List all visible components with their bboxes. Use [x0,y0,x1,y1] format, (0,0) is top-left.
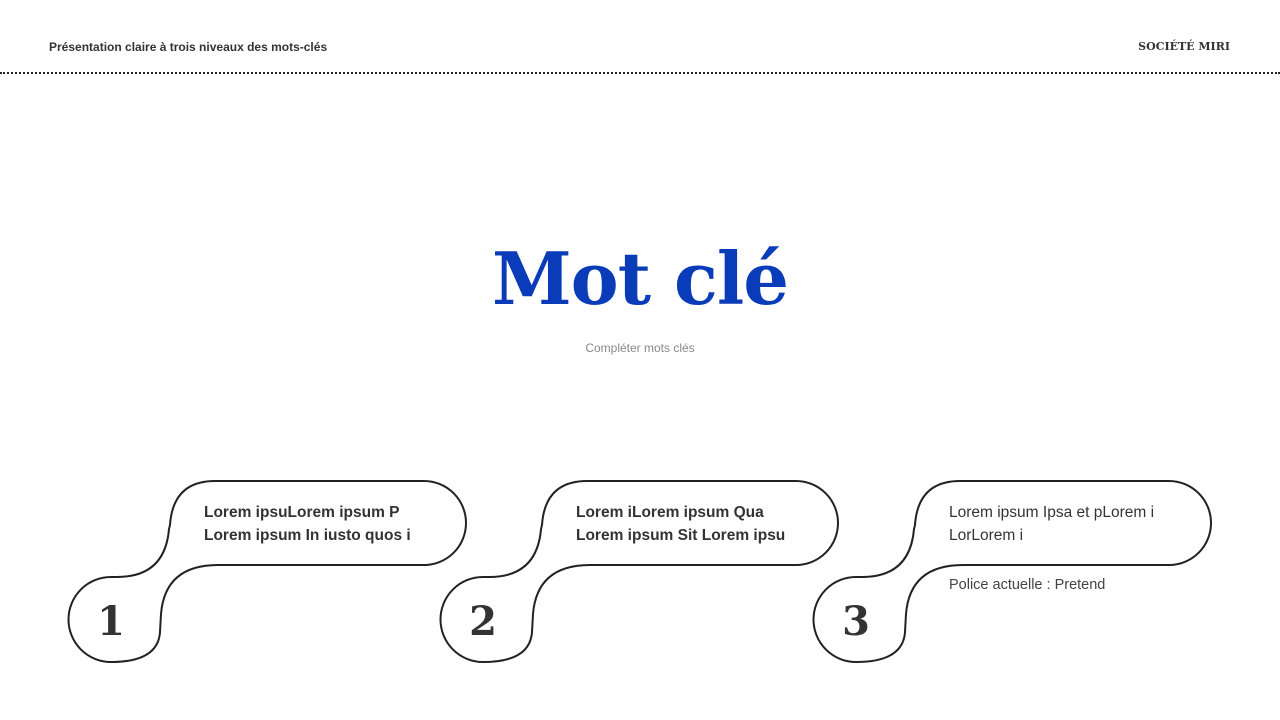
step-text-line: Lorem ipsuLorem ipsum P [204,504,400,521]
step-number: 3 [842,598,870,645]
step-text [949,501,1209,547]
step-3 [807,480,1227,664]
step-number: 2 [469,598,497,645]
page-title: Mot clé [491,236,789,321]
step-text [576,501,836,547]
font-note: Police actuelle : Pretend [949,577,1106,593]
step-text-line: Lorem ipsum In iusto quos i [204,527,411,544]
step-1 [62,480,482,664]
step-2 [434,480,854,664]
header-title: Présentation claire à trois niveaux des mots-clés [49,40,328,54]
company-name: SOCIÉTÉ MIRI [1138,40,1230,53]
step-text-line: LorLorem i [949,527,1024,544]
step-text-line: Lorem ipsum Sit Lorem ipsu [576,527,786,544]
step-text-line: Lorem ipsum Ipsa et pLorem i [949,504,1155,521]
step-text-line: Lorem iLorem ipsum Qua [576,504,764,521]
page-subtitle: Compléter mots clés [585,341,695,355]
dotted-divider [0,72,1280,74]
step-text [204,501,464,547]
step-number: 1 [97,598,125,645]
